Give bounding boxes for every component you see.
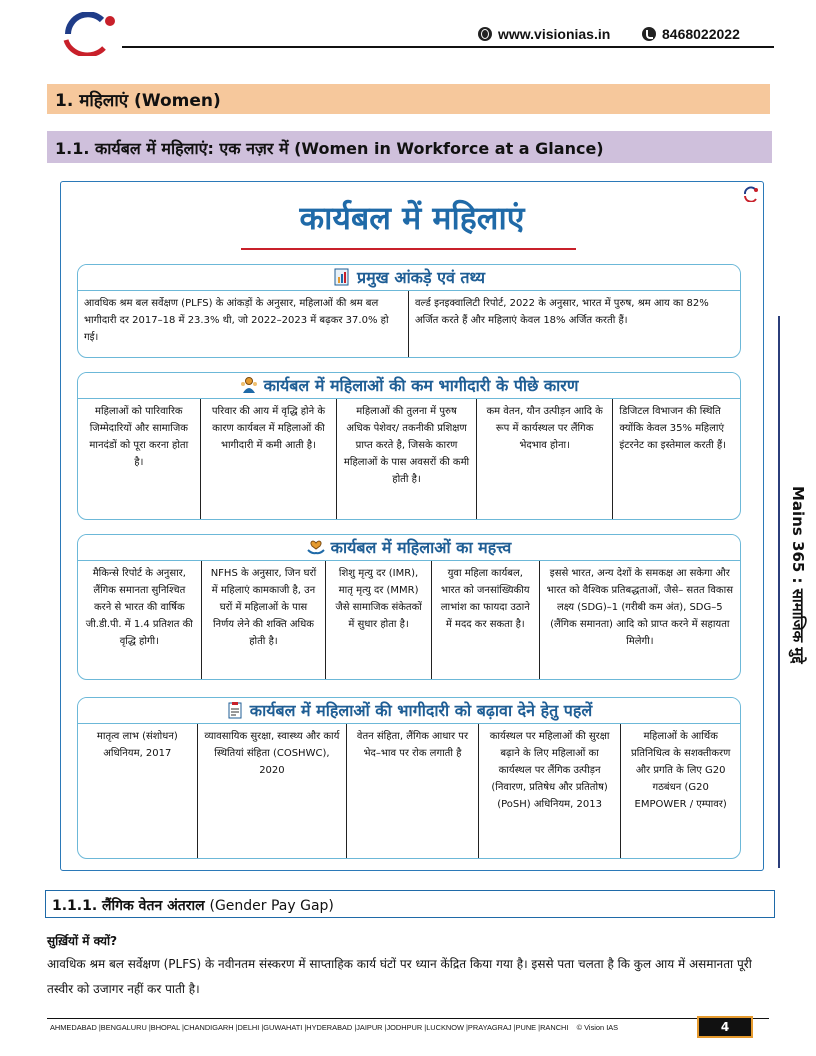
page-number: 4 <box>697 1016 753 1038</box>
phone-icon <box>642 27 656 41</box>
chart-document-icon <box>333 268 351 286</box>
footer-cities: AHMEDABAD |BENGALURU |BHOPAL |CHANDIGARH |DELHI |GUWAHATI |HYDERABAD |JAIPUR |JODHPUR |LUCKNOW |PRAYAGRAJ |PUNE |RANCHI © Vision IAS <box>50 1023 619 1032</box>
panel-low-participation-reasons <box>77 372 741 520</box>
importance-cell: इससे भारत, अन्य देशों के समकक्ष आ सकेगा और भारत को वैश्विक प्रतिबद्धताओं, जैसे– सतत विकास लक्ष्य (SDG)–1 (गरीबी कम अंत), SDG–5 (लैंगिक समानता) आदि को प्राप्त करने में सहायता मिलेगी। <box>546 568 733 647</box>
importance-cell: युवा महिला कार्यबल, भारत को जनसांख्यिकीय लाभांश का फायदा उठाने में मदद कर सकता है। <box>432 561 540 679</box>
initiative-cell: वेतन संहिता, लैंगिक आधार पर भेद–भाव पर रोक लगाती है <box>347 724 479 858</box>
initiative-cell: व्यावसायिक सुरक्षा, स्वास्थ्य और कार्य स्थितियां संहिता (COSHWC), 2020 <box>198 724 348 858</box>
phone-text[interactable]: 8468022022 <box>662 26 740 42</box>
header-divider <box>122 46 774 48</box>
fact-cell: आवधिक श्रम बल सर्वेक्षण (PLFS) के आंकड़ों के अनुसार, महिलाओं की श्रम बल भागीदारी दर 2017–18 में 23.3% थी, जो 2022–2023 में बढ़कर 37.0% हो गई। <box>78 291 409 357</box>
initiative-cell: कार्यस्थल पर महिलाओं की सुरक्षा बढ़ाने के लिए महिलाओं का कार्यस्थल पर लैंगिक उत्पीड़न (निवारण, प्रतिषेध और प्रतितोष) (PoSH) अधिनियम, 2013 <box>479 724 622 858</box>
panel-key-facts <box>77 264 741 358</box>
reason-cell: महिलाओं की तुलना में पुरुष अधिक पेशेवर/ तकनीकी प्रशिक्षण प्राप्त करते है, जिसके कारण महिलाओं के पास अवसरों की कमी होती है। <box>337 399 477 519</box>
importance-cell: शिशु मृत्यु दर (IMR), मातृ मृत्यु दर (MMR) जैसे सामाजिक संकेतकों में सुधार होता है। <box>326 561 432 679</box>
importance-cell: मैकिन्से रिपोर्ट के अनुसार, लैंगिक समानता सुनिश्चित करने से भारत की वार्षिक जी.डी.पी. में 1.4 प्रतिशत की वृद्धि होगी। <box>78 561 202 679</box>
news-paragraph: आवधिक श्रम बल सर्वेक्षण (PLFS) के नवीनतम संस्करण में साप्ताहिक कार्य घंटों पर ध्यान केंद्रित किया गया है। इससे पता चलता है कि कुल आय में असमानता पूरी तस्वीर को उजागर नहीं कर पाती है। <box>47 957 752 996</box>
infographic-women-workforce <box>60 181 764 871</box>
vision-ias-logo <box>58 12 120 56</box>
importance-cell: NFHS के अनुसार, जिन घरों में महिलाएं कामकाजी है, उन घरों में महिलाओं के पास निर्णय लेने की शक्ति अधिक होती है। <box>202 561 327 679</box>
worker-group-icon <box>240 376 258 394</box>
infographic-title: कार्यबल में महिलाएं <box>299 199 525 237</box>
phone-contact <box>642 26 740 42</box>
copyright: © Vision IAS <box>576 1023 619 1032</box>
hands-heart-icon <box>307 538 325 556</box>
panel-importance <box>77 534 741 680</box>
section-heading-gender-pay-gap: 1.1.1. लैंगिक वेतन अंतराल (Gender Pay Gap) <box>45 890 775 918</box>
footer-divider <box>47 1018 769 1019</box>
website-text[interactable]: www.visionias.in <box>498 26 611 42</box>
panel-heading: प्रमुख आंकड़े एवं तथ्य <box>78 265 740 291</box>
section-heading-women: 1. महिलाएं (Women) <box>47 84 770 114</box>
clipboard-policy-icon <box>226 701 244 719</box>
globe-icon <box>478 27 492 41</box>
sidebar-label: Mains 365 : सामाजिक मुद्दे <box>789 486 807 664</box>
reason-cell: कम वेतन, यौन उत्पीड़न आदि के रूप में कार्यस्थल पर लैंगिक भेदभाव होना। <box>477 399 614 519</box>
panel-initiatives <box>77 697 741 859</box>
sidebar-divider <box>778 316 780 868</box>
panel-heading: कार्यबल में महिलाओं का महत्त्व <box>78 535 740 561</box>
reason-cell: महिलाओं को पारिवारिक जिम्मेदारियों और सामाजिक मानदंडों को पूरा करना होता है। <box>78 399 201 519</box>
reason-cell: परिवार की आय में वृद्धि होने के कारण कार्यबल में महिलाओं की भागीदारी में कमी आती है। <box>201 399 338 519</box>
reason-cell: डिजिटल विभाजन की स्थिति क्योंकि केवल 35% महिलाएं इंटरनेट का इस्तेमाल करती हैं। <box>619 406 727 451</box>
news-heading: सुर्ख़ियों में क्यों? <box>47 934 118 948</box>
section-heading-workforce-glance: 1.1. कार्यबल में महिलाएं: एक नज़र में (Women in Workforce at a Glance) <box>47 131 772 163</box>
initiative-cell: मातृत्व लाभ (संशोधन) अधिनियम, 2017 <box>78 724 198 858</box>
panel-heading: कार्यबल में महिलाओं की भागीदारी को बढ़ावा देने हेतु पहलें <box>78 698 740 724</box>
title-underline <box>241 248 576 250</box>
panel-heading: कार्यबल में महिलाओं की कम भागीदारी के पीछे कारण <box>78 373 740 399</box>
website-contact <box>478 26 610 42</box>
initiative-cell: महिलाओं के आर्थिक प्रतिनिधित्व के सशक्तीकरण और प्रगति के लिए G20 गठबंधन (G20 EMPOWER / एम्पावर) <box>631 731 731 810</box>
fact-cell: वर्ल्ड इनइक्वालिटी रिपोर्ट, 2022 के अनुसार, भारत में पुरुष, श्रम आय का 82% अर्जित करते हैं और महिलाएं केवल 18% अर्जित करती हैं। <box>415 298 709 326</box>
